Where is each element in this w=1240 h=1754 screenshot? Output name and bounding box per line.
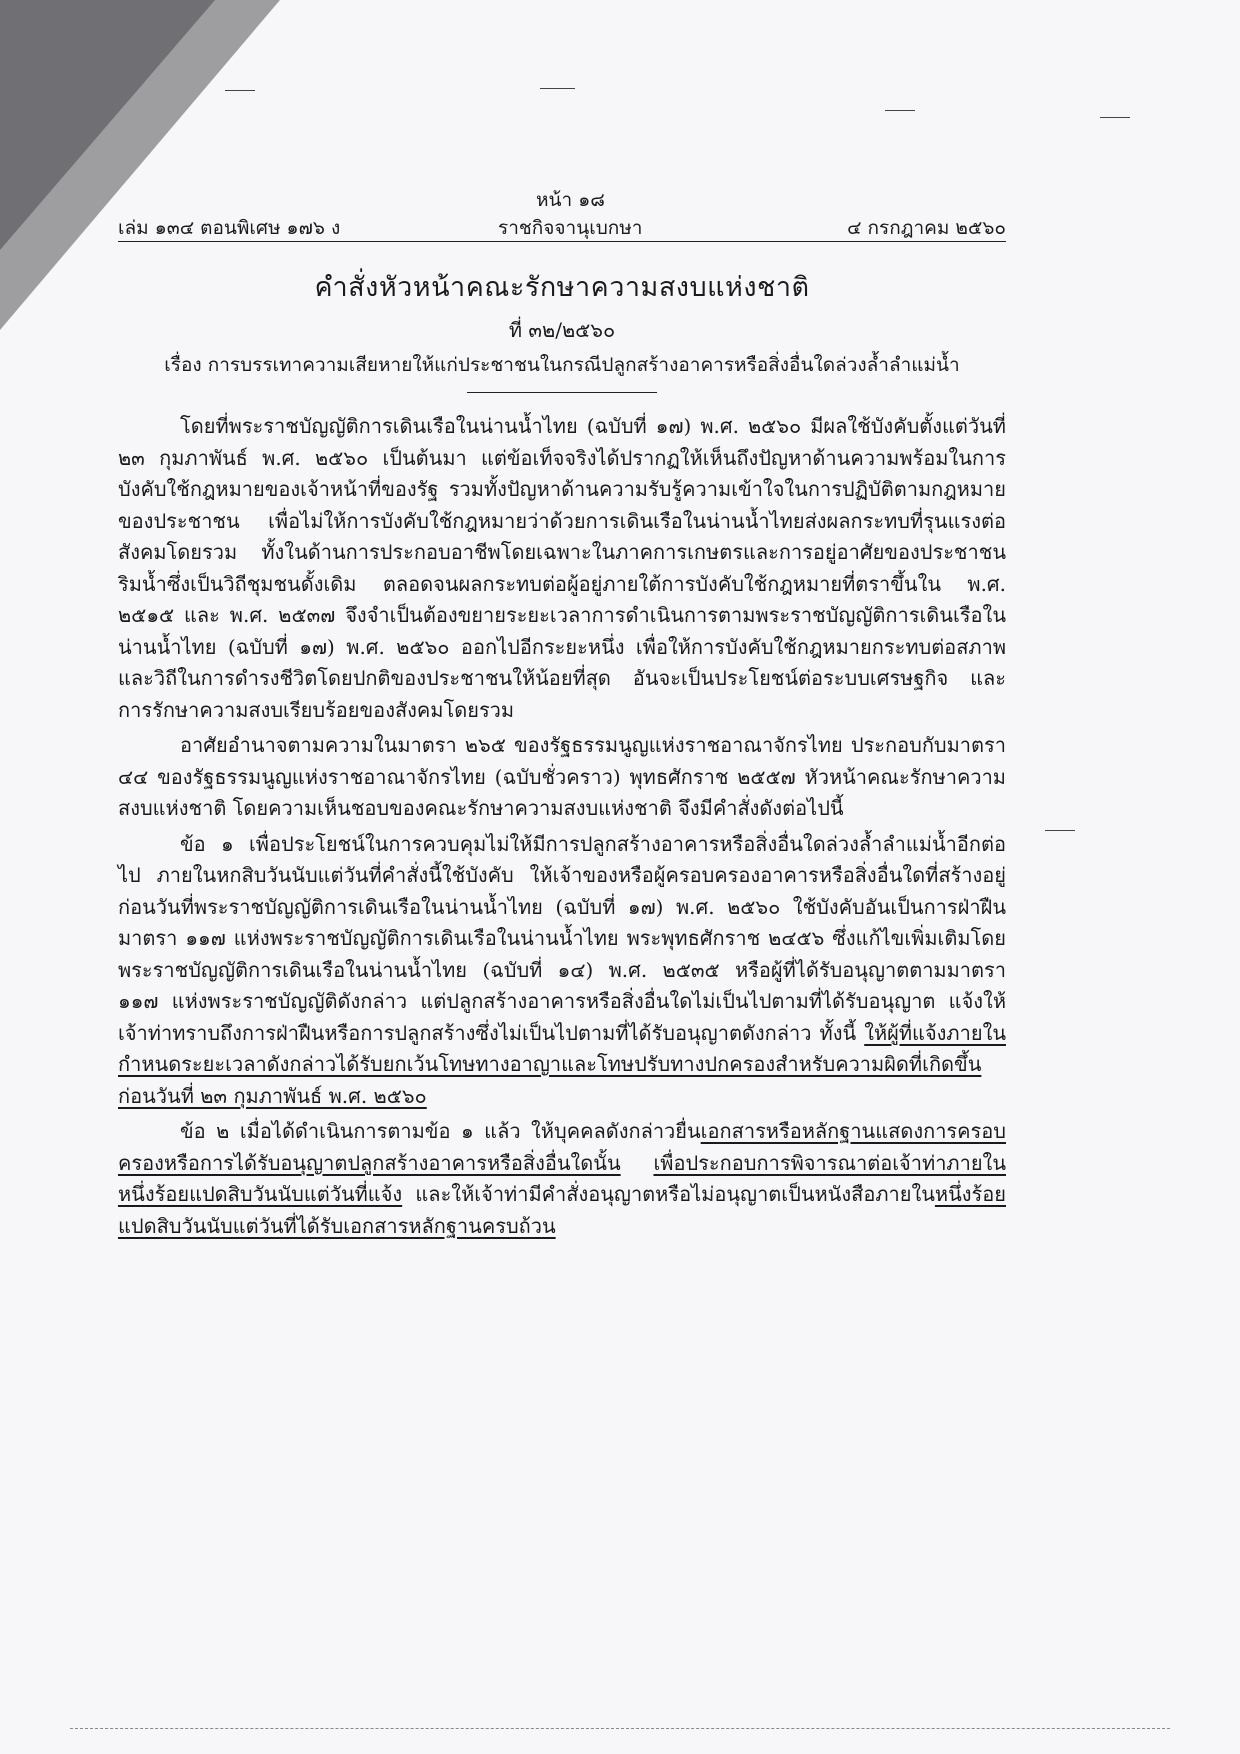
document-body: [118, 411, 1006, 1242]
scan-mark: [540, 88, 575, 89]
clause-2-rest: และให้เจ้าท่ามีคำสั่งอนุญาตหรือไม่อนุญาตเป็นหนังสือภายใน: [402, 1182, 935, 1206]
header-rule: [118, 241, 1006, 242]
document-subject: เรื่อง การบรรเทาความเสียหายให้แก่ประชาชนในกรณีปลูกสร้างอาคารหรือสิ่งอื่นใดล่วงล้ำลำแม่น้ำ: [164, 354, 960, 376]
page-number: หน้า ๑๘: [536, 189, 605, 211]
title-divider: [467, 392, 657, 393]
preamble-paragraph: โดยที่พระราชบัญญัติการเดินเรือในน่านน้ำไทย (ฉบับที่ ๑๗) พ.ศ. ๒๕๖๐ มีผลใช้บังคับตั้งแต่วันที่ ๒๓ กุมภาพันธ์ พ.ศ. ๒๕๖๐ เป็นต้นมา แต่ข้อเท็จจริงได้ปรากฏให้เห็นถึงปัญหาด้านความพร้อมในการบังคับใช้กฎหมายของเจ้าหน้าที่ของรัฐ รวมทั้งปัญหาด้านความรับรู้ความเข้าใจในการปฏิบัติตามกฎหมายของประชาชน เพื่อไม่ให้การบังคับใช้กฎหมายว่าด้วยการเดินเรือในน่านน้ำไทยส่งผลกระทบที่รุนแรงต่อสังคมโดยรวม ทั้งในด้านการประกอบอาชีพโดยเฉพาะในภาคการเกษตรและการอยู่อาศัยของประชาชนริมน้ำซึ่งเป็นวิถีชุมชนดั้งเดิม ตลอดจนผลกระทบต่อผู้อยู่ภายใต้การบังคับใช้กฎหมายที่ตราขึ้นใน พ.ศ. ๒๕๑๕ และ พ.ศ. ๒๕๓๗ จึงจำเป็นต้องขยายระยะเวลาการดำเนินการตามพระราชบัญญัติการเดินเรือในน่านน้ำไทย (ฉบับที่ ๑๗) พ.ศ. ๒๕๖๐ ออกไปอีกระยะหนึ่ง เพื่อให้การบังคับใช้กฎหมายกระทบต่อสภาพและวิถีในการดำรงชีวิตโดยปกติของประชาชนให้น้อยที่สุด อันจะเป็นประโยชน์ต่อระบบเศรษฐกิจ และการรักษาความสงบเรียบร้อยของสังคมโดยรวม: [118, 414, 1006, 722]
scan-mark: [225, 90, 255, 91]
page-header: [118, 155, 1006, 245]
scan-mark: [885, 110, 915, 111]
clause-2-text: ข้อ ๒ เมื่อได้ดำเนินการตามข้อ ๑ แล้ว ให้บุคคลดังกล่าวยื่น: [180, 1119, 701, 1143]
clause-1-text: ข้อ ๑ เพื่อประโยชน์ในการควบคุมไม่ให้มีการปลูกสร้างอาคารหรือสิ่งอื่นใดล่วงล้ำลำแม่น้ำอีกต่อไป ภายในหกสิบวันนับแต่วันที่คำสั่งนี้ใช้บังคับ ให้เจ้าของหรือผู้ครอบครองอาคารหรือสิ่งอื่นใดที่สร้างอยู่ก่อนวันที่พระราชบัญญัติการเดินเรือในน่านน้ำไทย (ฉบับที่ ๑๗) พ.ศ. ๒๕๖๐ ใช้บังคับอันเป็นการฝ่าฝืนมาตรา ๑๑๗ แห่งพระราชบัญญัติการเดินเรือในน่านน้ำไทย พระพุทธศักราช ๒๔๕๖ ซึ่งแก้ไขเพิ่มเติมโดยพระราชบัญญัติการเดินเรือในน่านน้ำไทย (ฉบับที่ ๑๔) พ.ศ. ๒๕๓๕ หรือผู้ที่ได้รับอนุญาตตามมาตรา ๑๑๗ แห่งพระราชบัญญัติดังกล่าว แต่ปลูกสร้างอาคารหรือสิ่งอื่นใดไม่เป็นไปตามที่ได้รับอนุญาต แจ้งให้เจ้าท่าทราบถึงการฝ่าฝืนหรือการปลูกสร้างซึ่งไม่เป็นไปตามที่ได้รับอนุญาตดังกล่าว ทั้งนี้: [118, 831, 1006, 1045]
publication-name: ราชกิจจานุเบกษา: [498, 217, 643, 239]
clause-2-underlined-2: เพื่อประกอบการพิจารณาต่อเจ้าท่าภายในหนึ่งร้อยแปดสิบวันนับแต่วันที่แจ้ง: [118, 1150, 1006, 1206]
clause-2: [118, 1116, 1006, 1242]
gazette-page: [118, 155, 1006, 1246]
clause-1: [118, 829, 1006, 1113]
authority-paragraph: อาศัยอำนาจตามความในมาตรา ๒๖๕ ของรัฐธรรมนูญแห่งราชอาณาจักรไทย ประกอบกับมาตรา ๔๔ ของรัฐธรรมนูญแห่งราชอาณาจักรไทย (ฉบับชั่วคราว) พุทธศักราช ๒๕๕๗ หัวหน้าคณะรักษาความสงบแห่งชาติ โดยความเห็นชอบของคณะรักษาความสงบแห่งชาติ จึงมีคำสั่งดังต่อไปนี้: [118, 733, 1006, 820]
clause-2-gap: [621, 1151, 654, 1175]
document-title: คำสั่งหัวหน้าคณะรักษาความสงบแห่งชาติ: [314, 272, 810, 303]
scan-mark: [1045, 830, 1075, 831]
scan-mark: [1100, 117, 1130, 118]
clause-2-underlined-1: เอกสารหรือหลักฐานแสดงการครอบครองหรือการได้รับอนุญาตปลูกสร้างอาคารหรือสิ่งอื่นใดนั้น: [118, 1119, 1006, 1175]
order-number: ที่ ๓๒/๒๕๖๐: [508, 318, 616, 342]
scan-bottom-edge: [70, 1728, 1170, 1729]
publication-date: ๔ กรกฎาคม ๒๕๖๐: [847, 217, 1006, 239]
clause-2-underlined-3: หนึ่งร้อยแปดสิบวันนับแต่วันที่ได้รับเอกสารหลักฐานครบถ้วน: [118, 1182, 1006, 1238]
clause-1-underlined: ให้ผู้ที่แจ้งภายในกำหนดระยะเวลาดังกล่าวได้รับยกเว้นโทษทางอาญาและโทษปรับทางปกครองสำหรับความผิดที่เกิดขึ้นก่อนวันที่ ๒๓ กุมภาพันธ์ พ.ศ. ๒๕๖๐: [118, 1020, 1006, 1108]
volume-issue: เล่ม ๑๓๔ ตอนพิเศษ ๑๗๖ ง: [118, 217, 341, 239]
